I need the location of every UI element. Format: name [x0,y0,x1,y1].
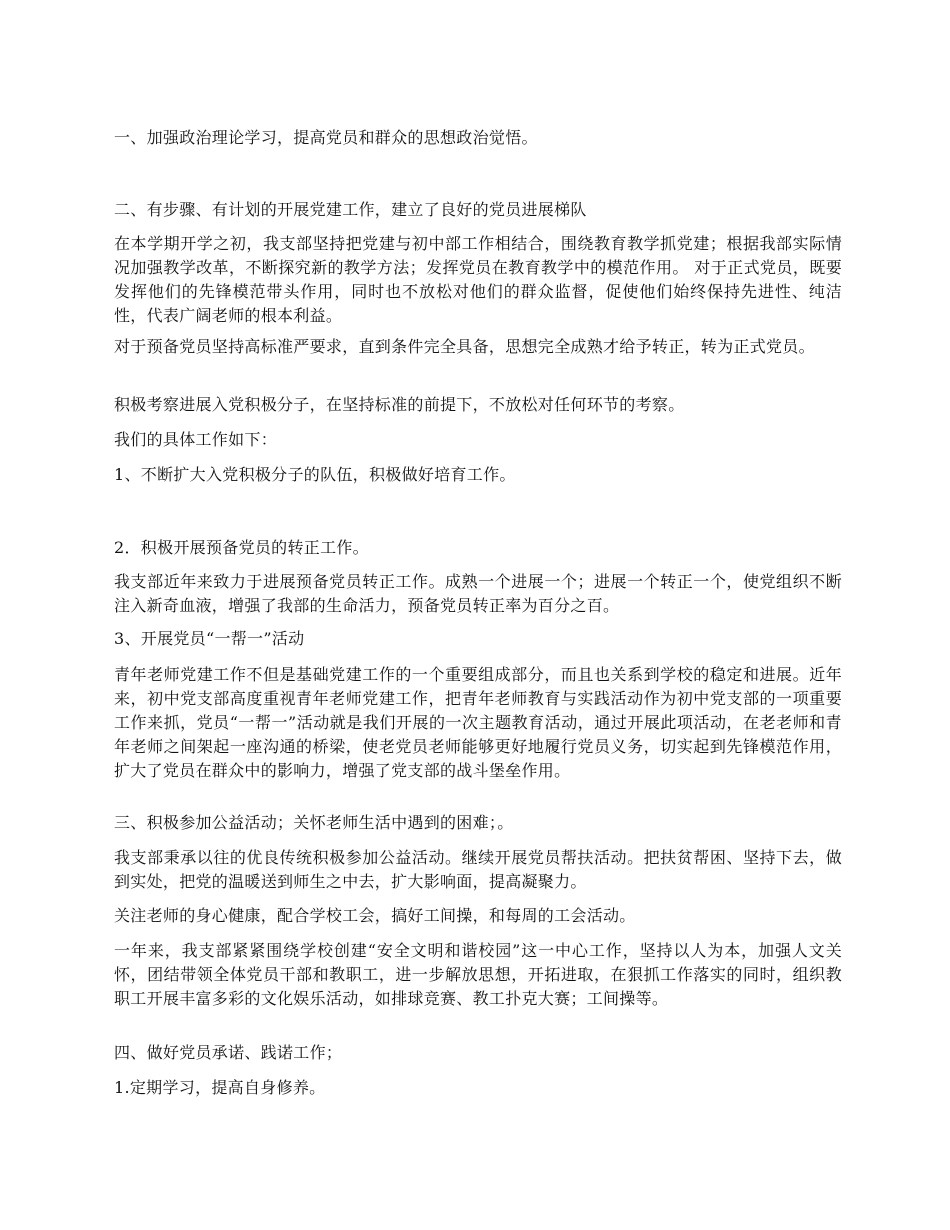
paragraph: 积极考察进展入党积极分子，在坚持标准的前提下，不放松对任何环节的考察。 [114,395,685,414]
paragraph: 在本学期开学之初，我支部坚持把党建与初中部工作相结合，围绕教育教学抓党建；根据我部实际情况加强教学改革，不断探究新的教学方法；发挥党员在教育教学中的模范作用。 对于正式党员，既要发挥他们的先锋模范带头作用，同时也不放松对他们的群众监督，促使他们始终保持先进性、纯洁性，代表广阔老师的根本利益。 [114,234,842,325]
paragraph: 对于预备党员坚持高标准严要求，直到条件完全具备，思想完全成熟才给予转正，转为正式党员。 [114,337,815,356]
paragraph: 我们的具体工作如下： [114,430,278,449]
paragraph: 一年来，我支部紧紧围绕学校创建“安全文明和谐校园”这一中心工作，坚持以人为本，加强人文关怀，团结带领全体党员干部和教职工，进一步解放思想，开拓进取，在狠抓工作落实的同时，组织教职工开展丰富多彩的文化娱乐活动，如排球竞赛、教工扑克大赛；工间操等。 [114,941,842,1008]
list-item: 1.定期学习，提高自身修养。 [114,1078,326,1097]
paragraph: 我支部近年来致力于进展预备党员转正工作。成熟一个进展一个；进展一个转正一个，使党组织不断注入新奇血液，增强了我部的生命活力，预备党员转正率为百分之百。 [114,572,842,615]
paragraph: 关注老师的身心健康，配合学校工会，搞好工间操，和每周的工会活动。 [114,906,636,925]
list-item: 3、开展党员“一帮一”活动 [114,629,305,648]
section-heading-3: 三、积极参加公益活动；关怀老师生活中遇到的困难；。 [114,813,514,832]
section-heading-1: 一、加强政治理论学习，提高党员和群众的思想政治觉悟。 [114,128,538,147]
paragraph: 青年老师党建工作不但是基础党建工作的一个重要组成部分，而且也关系到学校的稳定和进展。近年来，初中党支部高度重视青年老师党建工作，把青年老师教育与实践活动作为初中党支部的一项重要工作来抓，党员“一帮一”活动就是我们开展的一次主题教育活动，通过开展此项活动，在老老师和青年老师之间架起一座沟通的桥梁，使老党员老师能够更好地履行党员义务，切实起到先锋模范作用，扩大了党员在群众中的影响力，增强了党支部的战斗堡垒作用。 [114,665,842,780]
paragraph: 我支部秉承以往的优良传统积极参加公益活动。继续开展党员帮扶活动。把扶贫帮困、坚持下去，做到实处，把党的温暖送到师生之中去，扩大影响面，提高凝聚力。 [114,848,842,891]
section-heading-4: 四、做好党员承诺、践诺工作； [114,1043,343,1062]
section-heading-2: 二、有步骤、有计划的开展党建工作，建立了良好的党员进展梯队 [114,200,587,219]
list-item: 1、不断扩大入党积极分子的队伍，积极做好培育工作。 [114,465,516,484]
list-item: 2．积极开展预备党员的转正工作。 [114,538,369,557]
